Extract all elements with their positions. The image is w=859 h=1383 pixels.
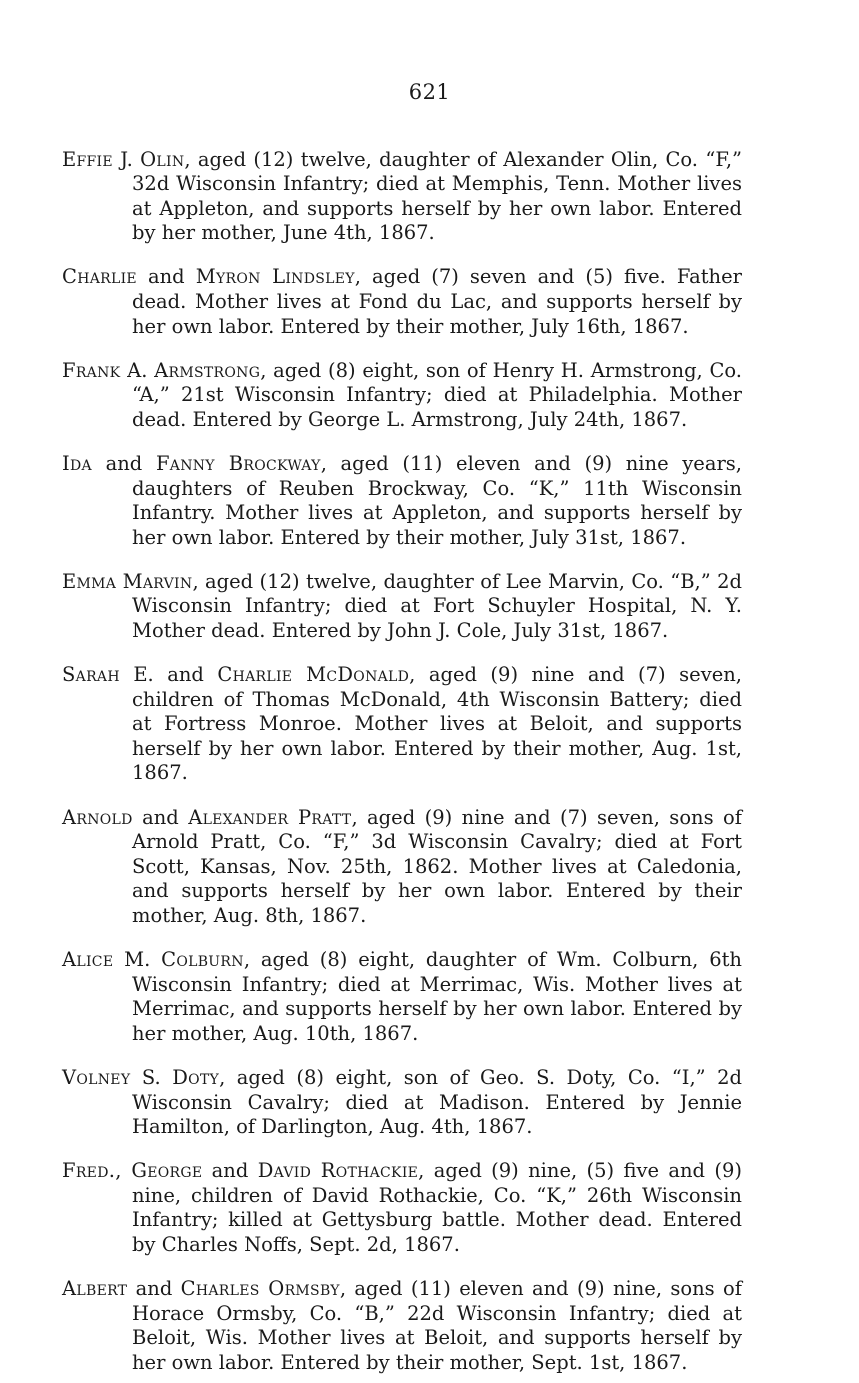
entry-text: , aged (12) twelve, daughter of Lee Marvin, Co. “B,” 2d Wisconsin Infantry; died at Fort Schuyler Hospital, N. Y. Mother dead. Entered by John J. Cole, July 31st, 1867. <box>132 569 743 642</box>
entry-first-name: Alice <box>62 948 114 972</box>
entry <box>62 1277 742 1375</box>
entry-middle: J. <box>112 147 141 171</box>
entry-middle: and <box>91 451 156 475</box>
entry-text: , aged (9) nine, (5) five and (9) nine, children of David Rothackie, Co. “K,” 26th Wisconsin Infantry; killed at Gettysburg battle. Mother dead. Entered by Charles Noffs, Sept. 2d, 1867. <box>132 1159 742 1256</box>
entry-text: , aged (12) twelve, daughter of Alexander Olin, Co. “F,” 32d Wisconsin Infantry; died at Memphis, Tenn. Mother lives at Appleton, and supports herself by her own labor. Entered by her mother, June 4th, 1867. <box>132 147 742 245</box>
entry-surname: Fanny Brockway <box>155 451 321 475</box>
entry-text: , aged (7) seven and (5) five. Father dead. Mother lives at Fond du Lac, and supports herself by her own labor. Entered by their mother, July 16th, 1867. <box>132 265 742 338</box>
entry-text: , aged (8) eight, son of Henry H. Armstrong, Co. “A,” 21st Wisconsin Infantry; died at Philadelphia. Mother dead. Entered by George L. Armstrong, July 24th, 1867. <box>132 358 742 431</box>
entry-first-name: Arnold <box>62 805 133 829</box>
entry-first-name: Frank <box>62 358 121 382</box>
entry-middle: and <box>127 1277 181 1301</box>
entry <box>62 570 742 644</box>
entry-text: , aged (8) eight, son of Geo. S. Doty, Co. “I,” 2d Wisconsin Cavalry; died at Madison. Entered by Jennie Hamilton, of Darlington, Aug. 4th, 1867. <box>132 1065 743 1139</box>
entry-surname: Myron Lindsley <box>195 265 355 289</box>
entry-text: , aged (9) nine and (7) seven, children of Thomas McDonald, 4th Wisconsin Battery; died at Fortress Monroe. Mother lives at Beloit, and supports herself by her own labor. Entered by their mother, Aug. 1st, 1867. <box>132 663 743 785</box>
entry-surname: Doty <box>172 1065 220 1089</box>
entry-surname: Charlie McDonald <box>217 663 410 687</box>
entry-surname: Marvin <box>122 569 193 593</box>
entry-middle: and <box>132 805 189 829</box>
entry-middle: and <box>202 1159 258 1183</box>
entry-middle: A. <box>120 358 155 382</box>
entry-surname: Colburn <box>161 948 244 972</box>
entry-text: , aged (8) eight, daughter of Wm. Colburn, 6th Wisconsin Infantry; died at Merrimac, Wis. Mother lives at Merrimac, and supports herself by her own labor. Entered by her mother, Aug. 10th, 1867. <box>132 948 742 1045</box>
entry-middle: M. <box>113 948 162 972</box>
entry-text: , aged (9) nine and (7) seven, sons of Arnold Pratt, Co. “F,” 3d Wisconsin Cavalry; died at Fort Scott, Kansas, Nov. 25th, 1862. Mother lives at Caledonia, and supports herself by her own labor. Entered by their mother, Aug. 8th, 1867. <box>132 805 742 927</box>
entry <box>62 148 742 246</box>
entry-surname: Charles Ormsby <box>180 1277 340 1301</box>
entry <box>62 265 742 339</box>
entry-middle: and <box>136 265 196 289</box>
entry <box>62 1066 742 1140</box>
entry-first-name: Effie <box>62 147 113 171</box>
entry-first-name: Sarah <box>62 663 120 687</box>
entry-first-name: Emma <box>62 569 117 593</box>
entry-surname: David Rothackie <box>257 1159 419 1183</box>
entry <box>62 1159 742 1257</box>
entry-first-name: Ida <box>62 451 92 475</box>
entry-first-name: Volney <box>62 1065 131 1089</box>
entry-text: , aged (11) eleven and (9) nine, sons of Horace Ormsby, Co. “B,” 22d Wisconsin Infantry; died at Beloit, Wis. Mother lives at Beloit, and supports herself by her own labor. Entered by their mother, Sept. 1st, 1867. <box>132 1277 742 1374</box>
entry-first-name: Albert <box>62 1277 128 1301</box>
entry-surname: Olin <box>140 147 185 171</box>
entry <box>62 948 742 1046</box>
entry-list <box>62 128 742 1383</box>
entry-text: , aged (11) eleven and (9) nine years, daughters of Reuben Brockway, Co. “K,” 11th Wisconsin Infantry. Mother lives at Appleton, and supports herself by her own labor. Entered by their mother, July 31st, 1867. <box>132 451 743 549</box>
entry <box>62 359 742 433</box>
entry <box>62 806 742 929</box>
entry-surname: Armstrong <box>154 358 261 382</box>
entry <box>62 452 742 550</box>
entry-surname: Alexander Pratt <box>188 805 352 829</box>
entry-first-name: Charlie <box>62 265 137 289</box>
entry-middle: S. <box>130 1065 173 1089</box>
entry <box>62 663 742 786</box>
entry-middle: E. and <box>119 663 218 687</box>
page-number: 621 <box>408 80 451 104</box>
entry-first-name: Fred., George <box>62 1159 203 1183</box>
